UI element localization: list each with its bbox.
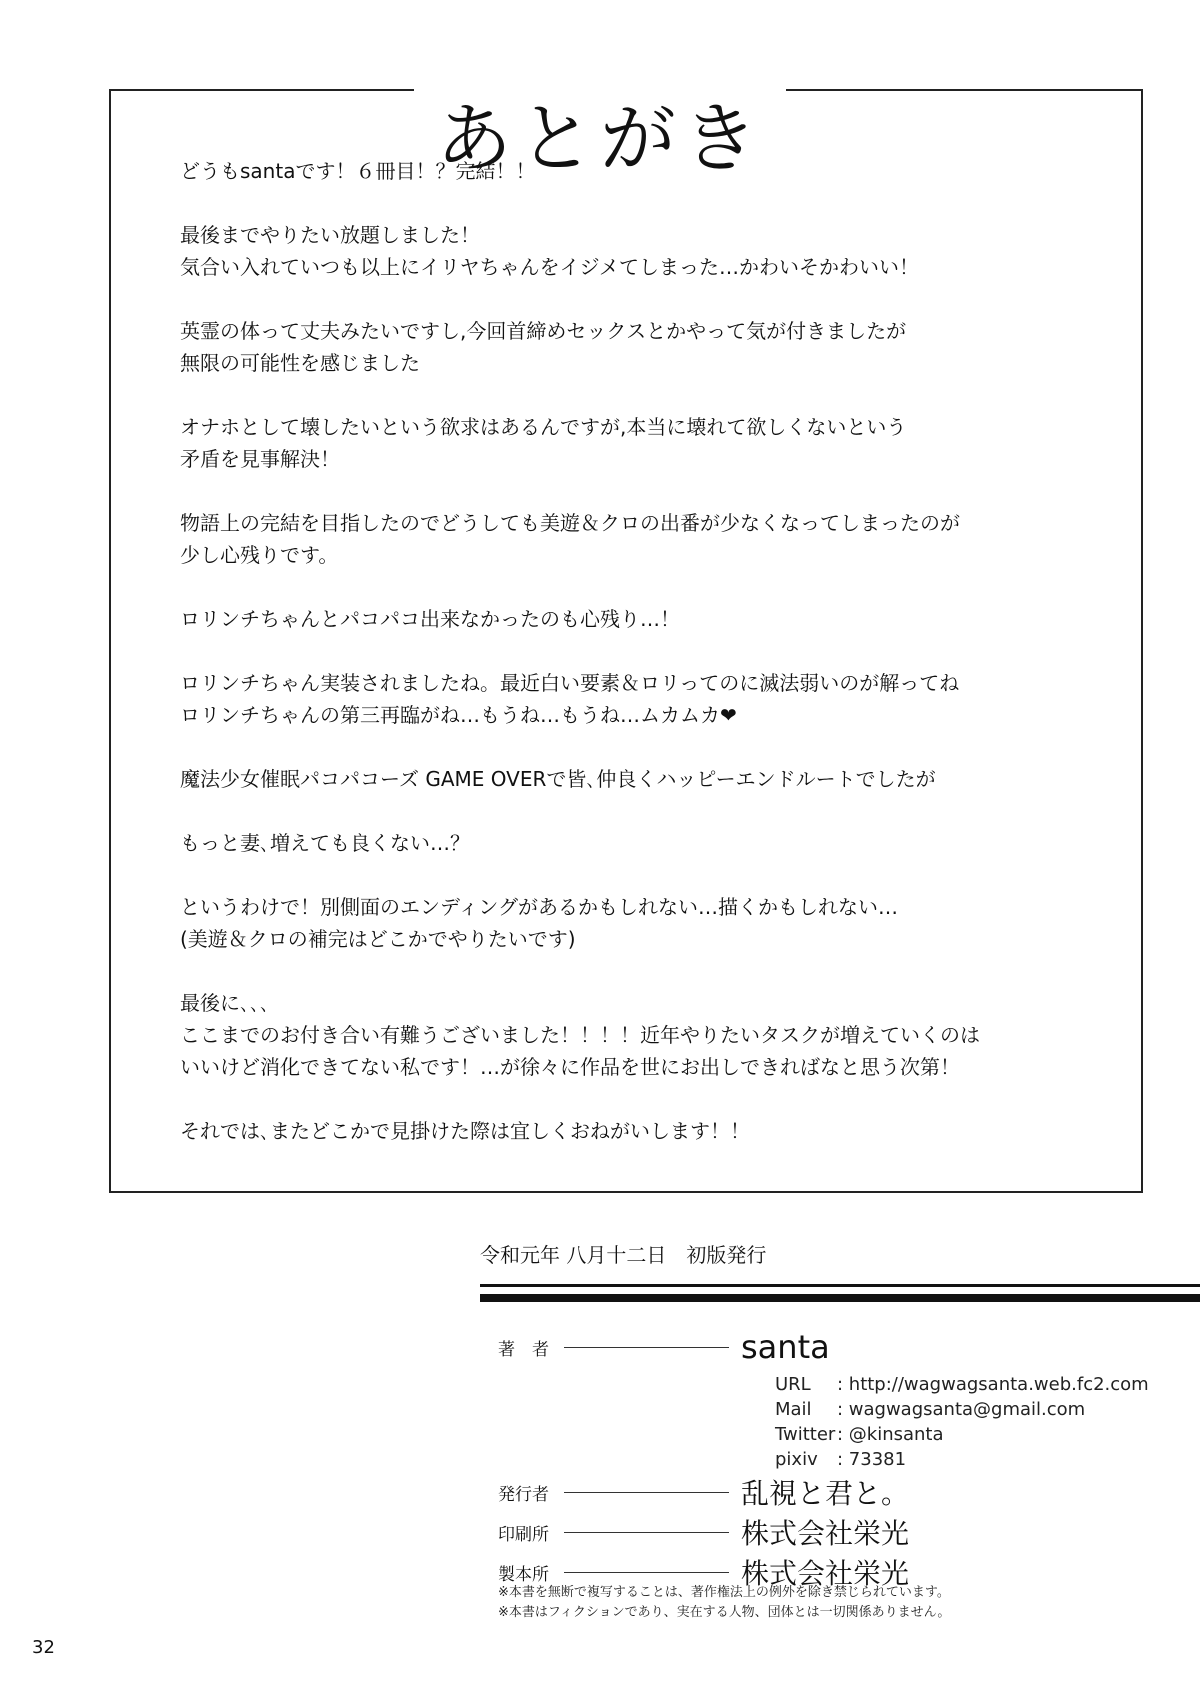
text-line: オナホとして壊したいという欲求はあるんですが,本当に壊れて欲しくないという (180, 415, 907, 439)
credit-label: 製本所 (498, 1564, 549, 1585)
text-line: ロリンチちゃんの第三再臨がね…もうね…もうね…ムカムカ❤ (180, 703, 737, 727)
divider-thick (480, 1294, 1200, 1302)
text-line: 最後までやりたい放題しました！ (180, 223, 480, 247)
contact-key: URL (775, 1374, 811, 1395)
text-line: 無限の可能性を感じました (180, 351, 420, 375)
publisher-name: 乱視と君と。 (741, 1477, 910, 1510)
paragraph (180, 219, 1100, 283)
binder-name: 株式会社栄光 (741, 1557, 910, 1590)
leader-line (564, 1492, 729, 1493)
text-line: 魔法少女催眠パコパコーズ GAME OVERで皆､仲良くハッピーエンドルートでしたが (180, 767, 936, 791)
contact-url-link[interactable]: : http://wagwagsanta.web.fc2.com (837, 1374, 1149, 1395)
text-line: 英霊の体って丈夫みたいですし,今回首締めセックスとかやって気が付きましたが (180, 319, 907, 343)
credit-author (498, 1328, 830, 1366)
page-title: あとがき (414, 89, 786, 189)
paragraph (180, 1115, 1100, 1147)
paragraph (180, 507, 1100, 571)
text-line: もっと妻､増えても良くない…？ (180, 831, 470, 855)
author-name: santa (741, 1328, 830, 1366)
paragraph (180, 827, 1100, 859)
text-line: それでは､またどこかで見掛けた際は宜しくおねがいします！！ (180, 1119, 750, 1143)
page-number: 32 (32, 1637, 55, 1658)
paragraph (180, 987, 1100, 1083)
credit-label: 印刷所 (498, 1524, 549, 1545)
paragraph (180, 155, 1100, 187)
credit-label: 発行者 (498, 1484, 549, 1505)
text-line: 物語上の完結を目指したのでどうしても美遊＆クロの出番が少なくなってしまったのが (180, 511, 960, 535)
text-line: 矛盾を見事解決！ (180, 447, 340, 471)
text-line: というわけで！別側面のエンディングがあるかもしれない…描くかもしれない… (180, 895, 898, 919)
text-line: ここまでのお付き合い有難うございました！！！！近年やりたいタスクが増えていくのは (180, 1023, 980, 1047)
contact-value: : @kinsanta (837, 1424, 944, 1445)
text-line: 気合い入れていつも以上にイリヤちゃんをイジメてしまった…かわいそかわいい！ (180, 255, 919, 279)
text-line: (美遊＆クロの補完はどこかでやりたいです) (180, 927, 576, 951)
credit-label: 著 者 (498, 1339, 549, 1360)
contact-list (775, 1372, 1149, 1472)
contact-twitter (775, 1422, 1149, 1447)
divider-thin (480, 1284, 1200, 1287)
leader-line (564, 1347, 729, 1348)
publication-date: 令和元年 八月十二日 初版発行 (480, 1243, 767, 1267)
contact-mail-link[interactable]: : wagwagsanta@gmail.com (837, 1399, 1086, 1420)
leader-line (564, 1532, 729, 1533)
contact-url (775, 1372, 1149, 1397)
paragraph (180, 891, 1100, 955)
contact-key: Twitter (775, 1424, 836, 1445)
legal-note: ※本書を無断で複写することは、著作権法上の例外を除き禁じられています。 (498, 1585, 950, 1600)
contact-key: Mail (775, 1399, 812, 1420)
contact-mail (775, 1397, 1149, 1422)
text-line: いいけど消化できてない私です！…が徐々に作品を世にお出しできればなと思う次第！ (180, 1055, 960, 1079)
paragraph (180, 411, 1100, 475)
paragraph (180, 763, 1100, 795)
legal-notes (498, 1583, 950, 1623)
credit-publisher (498, 1472, 909, 1512)
text-line: ロリンチちゃん実装されましたね。最近白い要素＆ロリってのに滅法弱いのが解ってね (180, 671, 960, 695)
text-line: ロリンチちゃんとパコパコ出来なかったのも心残り…！ (180, 607, 680, 631)
paragraph (180, 667, 1100, 731)
legal-note: ※本書はフィクションであり、実在する人物、団体とは一切関係ありません。 (498, 1605, 951, 1620)
colophon (480, 1240, 1200, 1620)
paragraph (180, 315, 1100, 379)
afterword-body (180, 155, 1100, 1179)
paragraph (180, 603, 1100, 635)
contact-key: pixiv (775, 1449, 818, 1470)
text-line: 少し心残りです。 (180, 543, 339, 567)
contact-value: : 73381 (837, 1449, 907, 1470)
contact-pixiv (775, 1447, 1149, 1472)
text-line: どうもsantaです！６冊目！？完結！！ (180, 159, 536, 183)
text-line: 最後に､､､ (180, 991, 270, 1015)
printer-name: 株式会社栄光 (741, 1517, 910, 1550)
leader-line (564, 1572, 729, 1573)
credit-printer (498, 1512, 909, 1552)
